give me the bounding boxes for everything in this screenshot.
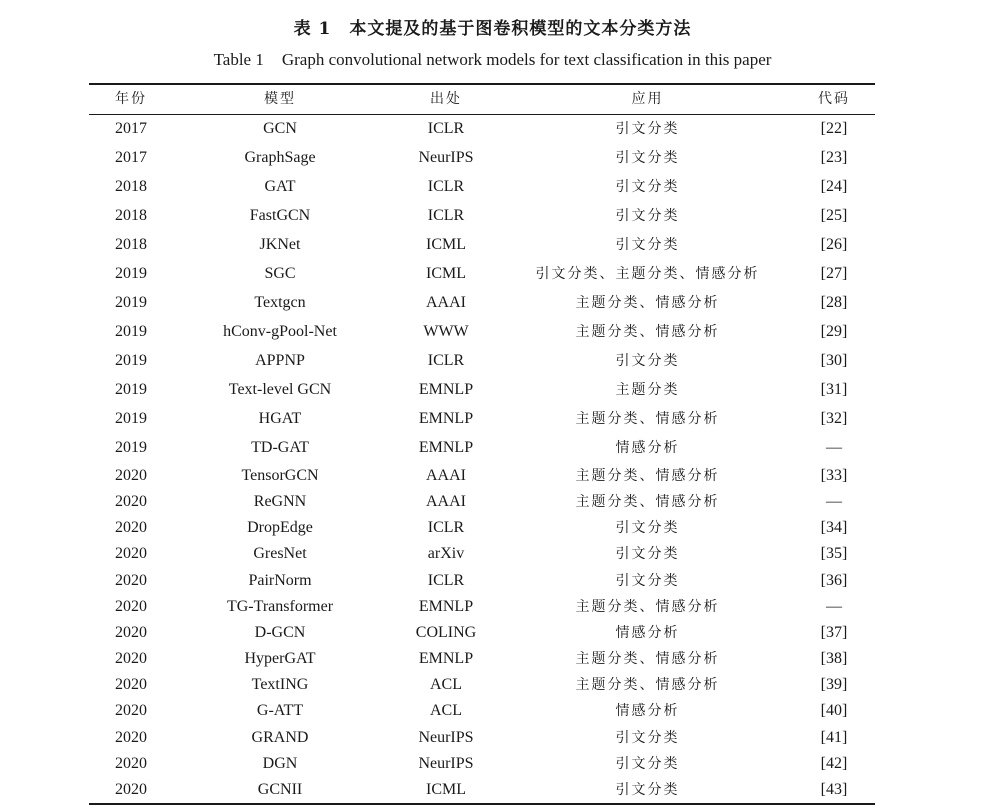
table-row [89, 752, 875, 776]
table-row [89, 407, 875, 431]
cell-application: 引文分类 [615, 756, 680, 772]
cell-application: 主题分类、情感分析 [575, 599, 720, 615]
table-row [89, 778, 875, 802]
cell-application: 引文分类 [615, 121, 680, 137]
cell-year: 2017 [115, 149, 147, 166]
cell-year: 2020 [115, 781, 147, 798]
cell-code: [34] [820, 519, 848, 536]
cell-application: 主题分类 [615, 382, 680, 398]
table-row [89, 291, 875, 315]
table-row [89, 175, 875, 199]
table-row [89, 516, 875, 540]
cell-model: Text-level GCN [228, 381, 332, 398]
cell-year: 2020 [115, 598, 147, 615]
table-row [89, 621, 875, 645]
table-title: Graph convolutional network models for text classification in this paper [281, 50, 772, 69]
cell-year: 2019 [115, 439, 147, 456]
header-source: 出处 [430, 91, 462, 107]
cell-model: GAT [264, 178, 296, 195]
cell-code: [31] [820, 381, 848, 398]
cell-application: 引文分类 [615, 208, 680, 224]
cell-year: 2020 [115, 624, 147, 641]
cell-year: 2020 [115, 755, 147, 772]
table-row [89, 673, 875, 697]
header-application: 应用 [631, 91, 664, 107]
cell-model: DropEdge [247, 519, 313, 536]
cell-application: 引文分类 [615, 179, 680, 195]
table-row [89, 349, 875, 373]
cell-source: ICML [426, 265, 466, 282]
cell-model: FastGCN [249, 207, 311, 224]
cell-source: EMNLP [418, 381, 474, 398]
cell-year: 2020 [115, 702, 147, 719]
cell-application: 引文分类 [615, 782, 680, 798]
cell-year: 2020 [115, 729, 147, 746]
cell-year: 2020 [115, 545, 147, 562]
cell-source: ICLR [427, 178, 465, 195]
cell-code: — [826, 439, 842, 456]
table-row [89, 595, 875, 619]
cell-model: TextING [251, 676, 309, 693]
cell-model: HyperGAT [244, 650, 316, 667]
cell-year: 2020 [115, 650, 147, 667]
cell-code: [25] [820, 207, 848, 224]
cell-code: [37] [820, 624, 848, 641]
header-code: 代码 [818, 91, 850, 107]
header-year: 年份 [115, 91, 147, 107]
cell-application: 主题分类、情感分析 [575, 677, 720, 693]
table-label: Table 1 [213, 50, 264, 69]
cell-application: 情感分析 [615, 625, 680, 641]
cell-source: EMNLP [418, 650, 474, 667]
table-row [89, 146, 875, 170]
cell-source: ICML [426, 781, 466, 798]
table-row [89, 378, 875, 402]
cell-code: [23] [820, 149, 848, 166]
table-row [89, 436, 875, 460]
cell-source: NeurIPS [418, 755, 474, 772]
cell-year: 2019 [115, 294, 147, 311]
cell-source: NeurIPS [418, 149, 474, 166]
cell-year: 2019 [115, 265, 147, 282]
cell-code: — [826, 598, 842, 615]
cell-application: 引文分类 [615, 573, 680, 589]
bottom-rule [89, 803, 875, 805]
table-row [89, 490, 875, 514]
cell-source: WWW [423, 323, 469, 340]
cell-model: ReGNN [253, 493, 307, 510]
cell-model: G-ATT [256, 702, 304, 719]
table-header [89, 87, 875, 111]
cell-model: HGAT [258, 410, 302, 427]
cell-application: 主题分类、情感分析 [575, 494, 720, 510]
cell-year: 2019 [115, 410, 147, 427]
cell-application: 引文分类 [615, 150, 680, 166]
table-row [89, 647, 875, 671]
cell-model: APPNP [255, 352, 305, 369]
cell-code: [26] [820, 236, 848, 253]
cell-year: 2019 [115, 352, 147, 369]
table-row [89, 233, 875, 257]
cell-model: GresNet [253, 545, 307, 562]
table-row [89, 542, 875, 566]
cell-application: 主题分类、情感分析 [575, 324, 720, 340]
cell-code: [28] [820, 294, 848, 311]
cell-source: AAAI [426, 467, 466, 484]
table-row [89, 204, 875, 228]
cell-application: 情感分析 [615, 440, 680, 456]
cell-source: ICLR [427, 572, 465, 589]
cell-model: TG-Transformer [226, 598, 334, 615]
cell-code: [43] [820, 781, 848, 798]
cell-code: [38] [820, 650, 848, 667]
cell-code: — [826, 493, 842, 510]
cell-source: EMNLP [418, 439, 474, 456]
cell-source: ICLR [427, 352, 465, 369]
cell-source: EMNLP [418, 410, 474, 427]
cell-code: [36] [820, 572, 848, 589]
cell-code: [24] [820, 178, 848, 195]
cell-model: JKNet [259, 236, 301, 253]
cell-code: [40] [820, 702, 848, 719]
cell-code: [41] [820, 729, 848, 746]
cell-code: [29] [820, 323, 848, 340]
cell-source: COLING [415, 624, 477, 641]
cell-application: 引文分类 [615, 730, 680, 746]
cell-source: ACL [430, 702, 462, 719]
cell-year: 2019 [115, 381, 147, 398]
cell-source: arXiv [427, 545, 465, 562]
cell-source: EMNLP [418, 598, 474, 615]
cell-application: 主题分类、情感分析 [575, 411, 720, 427]
cell-year: 2020 [115, 572, 147, 589]
cell-source: AAAI [426, 294, 466, 311]
cell-application: 引文分类、主题分类、情感分析 [535, 266, 760, 282]
cell-application: 主题分类、情感分析 [575, 651, 720, 667]
cell-application: 引文分类 [615, 237, 680, 253]
cell-model: TensorGCN [241, 467, 319, 484]
header-model: 模型 [264, 91, 296, 107]
cell-model: PairNorm [248, 572, 312, 589]
cell-model: SGC [264, 265, 296, 282]
cell-application: 主题分类、情感分析 [575, 295, 720, 311]
top-rule [89, 83, 875, 85]
table-row [89, 699, 875, 723]
cell-year: 2020 [115, 519, 147, 536]
cell-application: 引文分类 [615, 520, 680, 536]
table-caption-en [0, 50, 985, 70]
cell-year: 2019 [115, 323, 147, 340]
cell-code: [39] [820, 676, 848, 693]
table-row [89, 117, 875, 141]
cell-source: ICML [426, 236, 466, 253]
cell-model: TD-GAT [251, 439, 309, 456]
cell-year: 2020 [115, 676, 147, 693]
cell-code: [33] [820, 467, 848, 484]
cell-source: ICLR [427, 120, 465, 137]
cell-application: 引文分类 [615, 353, 680, 369]
cell-source: NeurIPS [418, 729, 474, 746]
cell-application: 主题分类、情感分析 [575, 468, 720, 484]
cell-year: 2020 [115, 493, 147, 510]
cell-model: DGN [262, 755, 298, 772]
cell-code: [30] [820, 352, 848, 369]
header-rule [89, 114, 875, 115]
cell-model: hConv-gPool-Net [223, 323, 337, 340]
cell-code: [22] [820, 120, 848, 137]
cell-code: [27] [820, 265, 848, 282]
cell-year: 2018 [115, 236, 147, 253]
cell-model: Textgcn [254, 294, 306, 311]
cell-source: ACL [430, 676, 462, 693]
cell-application: 情感分析 [615, 703, 680, 719]
cell-model: GraphSage [244, 149, 316, 166]
table-row [89, 320, 875, 344]
cell-year: 2017 [115, 120, 147, 137]
table-row [89, 569, 875, 593]
table-caption-cn: 表 1 本文提及的基于图卷积模型的文本分类方法 [293, 19, 692, 39]
cell-year: 2020 [115, 467, 147, 484]
cell-year: 2018 [115, 178, 147, 195]
table-row [89, 464, 875, 488]
cell-model: GCNII [257, 781, 303, 798]
cell-code: [32] [820, 410, 848, 427]
cell-code: [35] [820, 545, 848, 562]
cell-code: [42] [820, 755, 848, 772]
table-row [89, 726, 875, 750]
cell-source: ICLR [427, 207, 465, 224]
cell-model: GCN [263, 120, 297, 137]
table-row [89, 262, 875, 286]
cell-source: AAAI [426, 493, 466, 510]
cell-source: ICLR [427, 519, 465, 536]
cell-year: 2018 [115, 207, 147, 224]
cell-model: D-GCN [254, 624, 306, 641]
cell-model: GRAND [251, 729, 309, 746]
cell-application: 引文分类 [615, 546, 680, 562]
